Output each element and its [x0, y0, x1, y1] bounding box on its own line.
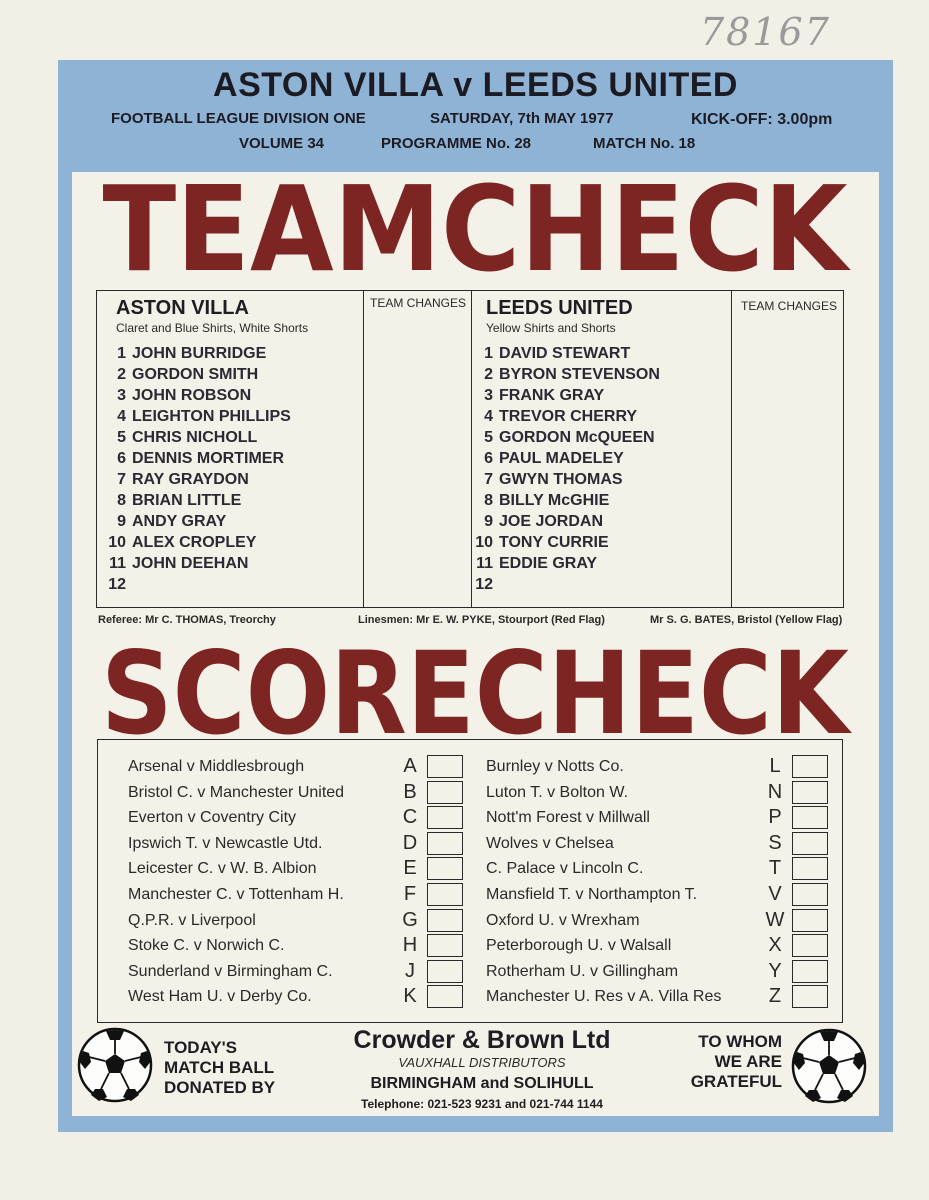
fixture: Sunderland v Birmingham C. [128, 962, 333, 980]
fixture: Peterborough U. v Walsall [486, 937, 672, 955]
shirt-number: 4 [484, 408, 493, 425]
fixture: Bristol C. v Manchester United [128, 783, 345, 801]
player-row [106, 406, 291, 427]
league-label: FOOTBALL LEAGUE DIVISION ONE [111, 110, 366, 127]
player-name: CHRIS NICHOLL [132, 429, 258, 446]
home-team-name: ASTON VILLA [116, 297, 249, 319]
shirt-number: 12 [108, 576, 126, 593]
player-name: JOHN DEEHAN [132, 555, 249, 572]
shirt-number: 11 [476, 555, 493, 572]
fixture: Q.P.R. v Liverpool [128, 911, 256, 929]
volume-number: VOLUME 34 [239, 135, 325, 152]
teamcheck-heading [72, 176, 879, 284]
scorecheck-heading-text: SCORECHECK [101, 634, 853, 746]
score-cell [792, 857, 828, 880]
fixture-code-letter: H [402, 934, 418, 957]
divider [731, 291, 732, 607]
shirt-number: 9 [117, 513, 126, 530]
fixture: Luton T. v Bolton W. [486, 783, 629, 801]
sponsor-location: BIRMINGHAM and SOLIHULL [370, 1075, 594, 1092]
fixture: Manchester C. v Tottenham H. [128, 885, 344, 903]
score-cell [427, 934, 463, 957]
player-row [473, 532, 660, 553]
shirt-number: 12 [475, 576, 493, 593]
shirt-number: 1 [117, 345, 126, 362]
fixture-code-letter: X [768, 934, 782, 957]
teamcheck-heading-text: TEAMCHECK [102, 176, 852, 284]
player-name: PAUL MADELEY [499, 450, 624, 467]
player-row [106, 385, 291, 406]
player-row [473, 490, 660, 511]
shirt-number: 2 [117, 366, 126, 383]
teamcheck-box [96, 290, 844, 608]
content-panel [72, 172, 879, 1116]
programme-page [58, 60, 893, 1132]
donation-line: TODAY'S [164, 1038, 238, 1057]
score-cell [427, 883, 463, 906]
donation-line: MATCH BALL [164, 1058, 275, 1077]
player-name: ALEX CROPLEY [132, 534, 257, 551]
player-name: GORDON McQUEEN [499, 429, 655, 446]
fixture-code-letter: C [402, 806, 418, 829]
right-fixture-list [486, 754, 721, 1010]
score-cell [427, 909, 463, 932]
linesman-red-flag: Linesmen: Mr E. W. PYKE, Stourport (Red Flag) [358, 614, 605, 626]
handwritten-archive-number: 78167 [700, 10, 831, 54]
gratitude-line: TO WHOM [698, 1032, 782, 1051]
fixture: Rotherham U. v Gillingham [486, 962, 679, 980]
shirt-number: 5 [484, 429, 493, 446]
shirt-number: 3 [117, 387, 126, 404]
fixture-code-letter: W [765, 908, 785, 931]
score-cell [792, 755, 828, 778]
fixture: Manchester U. Res v A. Villa Res [486, 988, 722, 1006]
player-name: DAVID STEWART [499, 345, 631, 362]
shirt-number: 4 [117, 408, 126, 425]
fixture-code-letter: T [768, 857, 782, 880]
shirt-number: 7 [117, 471, 126, 488]
fixture-code-letter: P [768, 806, 782, 829]
score-cell [792, 832, 828, 855]
fixture-code-letter: D [402, 831, 418, 854]
kickoff-time: KICK-OFF: 3.00pm [691, 111, 833, 128]
fixture: Everton v Coventry City [128, 809, 297, 827]
player-name: TREVOR CHERRY [499, 408, 638, 425]
score-cell [792, 985, 828, 1008]
player-name: RAY GRAYDON [132, 471, 249, 488]
player-row [473, 448, 660, 469]
score-cell [427, 985, 463, 1008]
sponsor-company: Crowder & Brown Ltd [353, 1026, 611, 1054]
score-cell [427, 857, 463, 880]
fixture: Nott'm Forest v Millwall [486, 809, 650, 827]
score-cell [427, 781, 463, 804]
fixture-code-letter: S [768, 831, 782, 854]
donation-line: DONATED BY [164, 1078, 276, 1097]
match-header [58, 60, 893, 172]
shirt-number: 7 [484, 471, 493, 488]
scorecheck-box [97, 739, 843, 1023]
sponsor-subtitle: VAUXHALL DISTRIBUTORS [398, 1055, 566, 1070]
fixture-code-letter: B [403, 780, 417, 803]
sponsor-telephone: Telephone: 021-523 9231 and 021-744 1144 [361, 1097, 603, 1111]
home-team-changes-label: TEAM CHANGES [369, 296, 466, 310]
player-row [106, 532, 291, 553]
gratitude-line: WE ARE [714, 1052, 782, 1071]
away-team-kit: Yellow Shirts and Shorts [486, 321, 616, 335]
sponsor-advert [304, 1025, 660, 1113]
divider [471, 291, 472, 607]
match-date: SATURDAY, 7th MAY 1977 [430, 110, 614, 127]
linesman-yellow-flag: Mr S. G. BATES, Bristol (Yellow Flag) [650, 614, 843, 626]
shirt-number: 6 [484, 450, 493, 467]
programme-number: PROGRAMME No. 28 [381, 135, 532, 152]
fixture: Mansfield T. v Northampton T. [486, 885, 698, 903]
fixture: Wolves v Chelsea [486, 834, 614, 852]
shirt-number: 9 [484, 513, 493, 530]
fixture: C. Palace v Lincoln C. [486, 860, 644, 878]
fixture-code-letter: J [405, 959, 415, 982]
fixture-code-letter: G [402, 908, 418, 931]
player-name: GWYN THOMAS [499, 471, 623, 488]
fixture-code-letter: K [403, 985, 417, 1008]
player-row [473, 574, 660, 595]
player-row [473, 511, 660, 532]
player-row [473, 553, 660, 574]
player-row [106, 427, 291, 448]
divider [363, 291, 364, 607]
score-cell [792, 883, 828, 906]
player-row [106, 364, 291, 385]
away-team-changes-label: TEAM CHANGES [740, 299, 837, 313]
home-team-kit: Claret and Blue Shirts, White Shorts [116, 321, 309, 335]
fixture-code-letter: E [403, 857, 417, 880]
player-row [473, 364, 660, 385]
player-row [473, 406, 660, 427]
shirt-number: 1 [484, 345, 493, 362]
fixture-code-letter: F [403, 882, 417, 905]
fixture: Burnley v Notts Co. [486, 758, 624, 775]
player-name: BILLY McGHIE [499, 492, 610, 509]
left-fixture-list [128, 754, 344, 1010]
player-row [106, 343, 291, 364]
score-cell [427, 832, 463, 855]
match-number: MATCH No. 18 [593, 135, 696, 152]
score-cell [792, 806, 828, 829]
score-cell [792, 960, 828, 983]
player-row [106, 469, 291, 490]
player-name: JOHN BURRIDGE [132, 345, 267, 362]
score-cell [427, 755, 463, 778]
score-cell [427, 960, 463, 983]
player-name: TONY CURRIE [499, 534, 609, 551]
fixture: Arsenal v Middlesbrough [128, 758, 305, 775]
fixture: Leicester C. v W. B. Albion [128, 860, 317, 878]
player-name: BRIAN LITTLE [132, 492, 242, 509]
score-cell [427, 806, 463, 829]
football-icon [77, 1027, 153, 1108]
player-row [106, 553, 291, 574]
away-player-list [473, 343, 660, 595]
shirt-number: 10 [475, 534, 493, 551]
player-row [106, 490, 291, 511]
player-row [106, 574, 291, 595]
player-name: GORDON SMITH [132, 366, 259, 383]
player-row [473, 427, 660, 448]
player-row [106, 448, 291, 469]
player-name: JOE JORDAN [499, 513, 604, 530]
player-row [473, 343, 660, 364]
player-row [473, 469, 660, 490]
fixture-code-letter: Y [768, 959, 782, 982]
football-icon [791, 1028, 867, 1109]
shirt-number: 5 [117, 429, 126, 446]
shirt-number: 2 [484, 366, 493, 383]
shirt-number: 11 [109, 555, 126, 572]
scorecheck-heading [72, 634, 879, 746]
player-name: DENNIS MORTIMER [132, 450, 284, 467]
score-cell [792, 781, 828, 804]
match-title: ASTON VILLA v LEEDS UNITED [213, 66, 738, 104]
match-ball-donation-text [164, 1038, 275, 1098]
player-name: LEIGHTON PHILLIPS [132, 408, 291, 425]
fixture-code-letter: L [769, 755, 781, 777]
fixture-code-letter: A [403, 755, 417, 777]
score-cell [792, 909, 828, 932]
fixture-code-letter: V [768, 882, 782, 905]
player-row [106, 511, 291, 532]
fixture-code-letter: Z [768, 985, 782, 1008]
player-name: BYRON STEVENSON [499, 366, 660, 383]
shirt-number: 10 [108, 534, 126, 551]
fixture-code-letter: N [767, 780, 783, 803]
shirt-number: 6 [117, 450, 126, 467]
gratitude-line: GRATEFUL [690, 1072, 782, 1091]
gratitude-text [672, 1032, 782, 1092]
shirt-number: 3 [484, 387, 493, 404]
away-team-name: LEEDS UNITED [486, 297, 633, 319]
referee: Referee: Mr C. THOMAS, Treorchy [98, 614, 276, 626]
fixture: Oxford U. v Wrexham [486, 911, 640, 929]
player-name: JOHN ROBSON [132, 387, 252, 404]
fixture: West Ham U. v Derby Co. [128, 988, 312, 1006]
home-player-list [106, 343, 291, 595]
shirt-number: 8 [484, 492, 493, 509]
player-row [473, 385, 660, 406]
player-name: FRANK GRAY [499, 387, 605, 404]
score-cell [792, 934, 828, 957]
player-name: ANDY GRAY [132, 513, 227, 530]
player-name: EDDIE GRAY [499, 555, 598, 572]
fixture: Ipswich T. v Newcastle Utd. [128, 834, 323, 852]
shirt-number: 8 [117, 492, 126, 509]
fixture: Stoke C. v Norwich C. [128, 937, 285, 955]
